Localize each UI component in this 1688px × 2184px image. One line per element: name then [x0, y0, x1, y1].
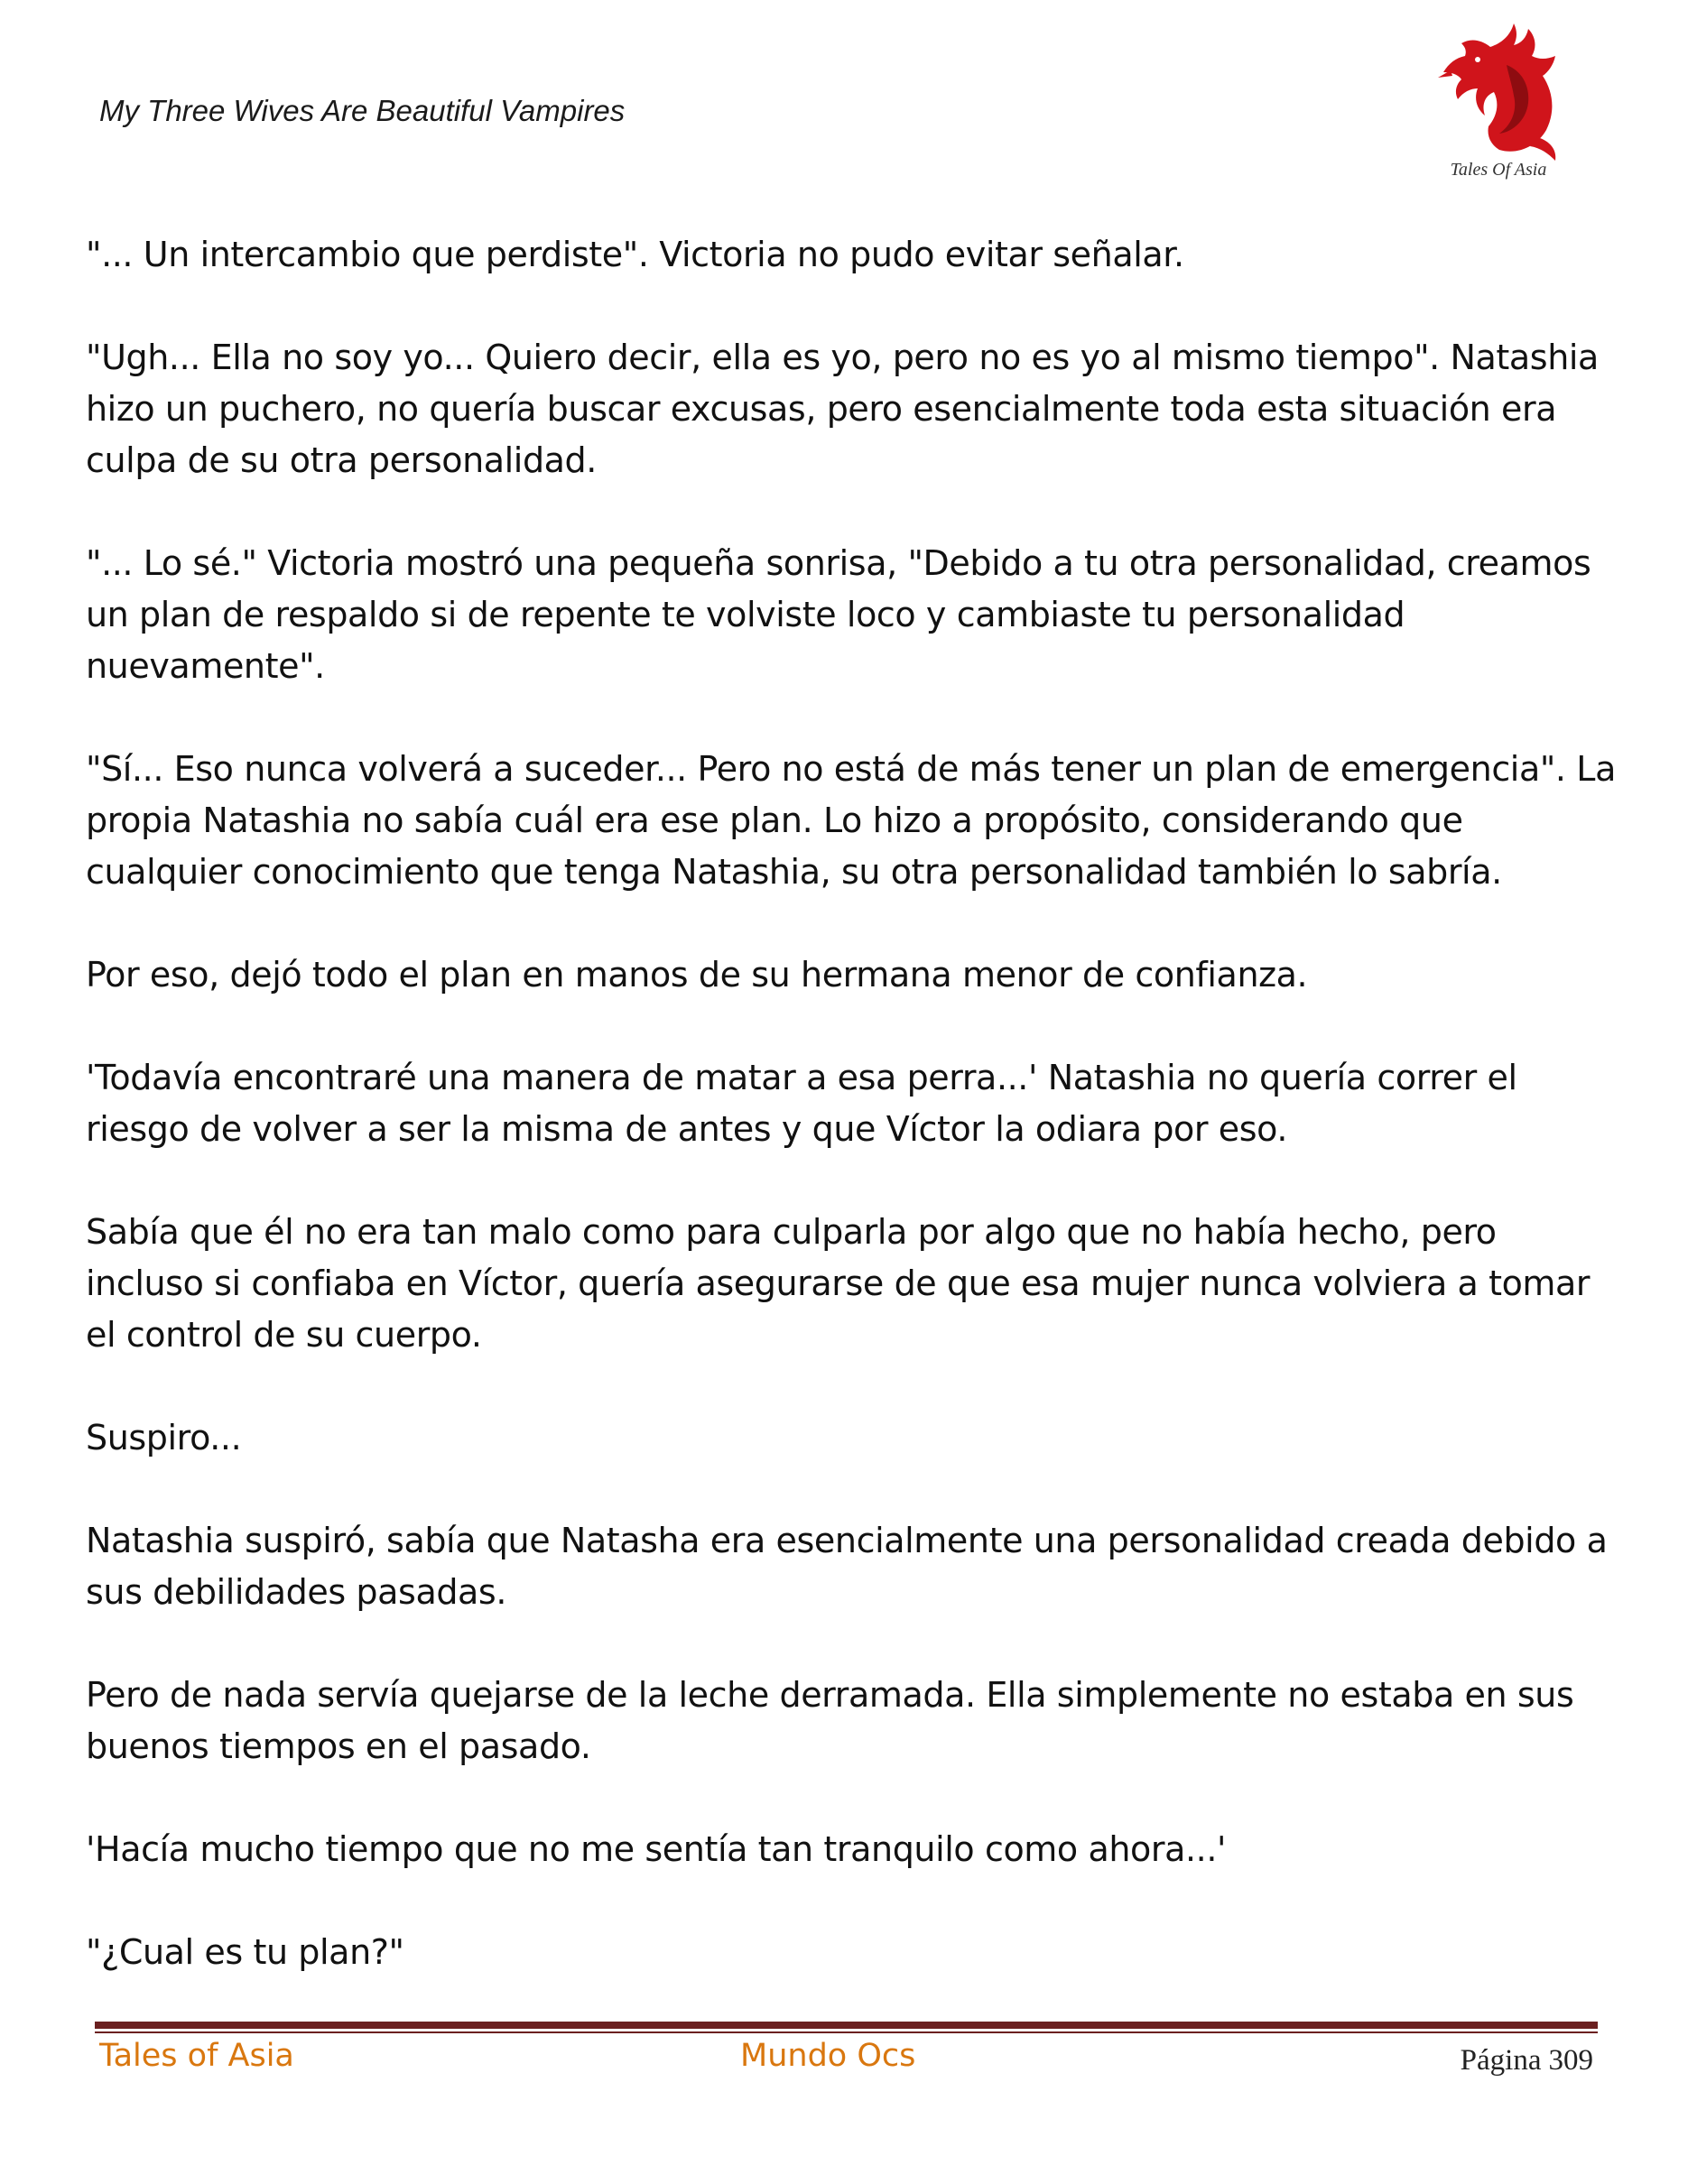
footer-site-name: Tales of Asia — [99, 2038, 294, 2074]
paragraph: Pero de nada servía quejarse de la leche derramada. Ella simplemente no estaba en sus buenos tiempos en el pasado. — [86, 1675, 1574, 1766]
paragraph: 'Todavía encontraré una manera de matar a esa perra...' Natashia no quería correr el riesgo de volver a ser la misma de antes y que Víctor la odiara por eso. — [86, 1058, 1517, 1149]
paragraph: Natashia suspiró, sabía que Natasha era esencialmente una personalidad creada debido a sus debilidades pasadas. — [86, 1521, 1608, 1612]
paragraph: Suspiro... — [86, 1418, 242, 1458]
footer-section-name: Mundo Ocs — [740, 2038, 916, 2074]
footer-divider — [95, 2022, 1598, 2035]
page-label: Página — [1460, 2044, 1542, 2077]
paragraph: Sabía que él no era tan malo como para culparla por algo que no había hecho, pero incluso si confiaba en Víctor, quería asegurarse de que esa mujer nunca volviera a tomar el control de su cuerpo. — [86, 1212, 1591, 1355]
paragraph: "Sí... Eso nunca volverá a suceder... Pero no está de más tener un plan de emergencia". La propia Natashia no sabía cuál era ese plan. Lo hizo a propósito, considerando que cualquier conocimiento que tenga Natashia, su otra personalidad también lo sabría. — [86, 749, 1616, 892]
paragraph: 'Hacía mucho tiempo que no me sentía tan tranquilo como ahora...' — [86, 1829, 1227, 1869]
page-number-value: 309 — [1548, 2044, 1593, 2077]
page-number — [1461, 2044, 1593, 2078]
paragraph: "... Un intercambio que perdiste". Victoria no pudo evitar señalar. — [86, 235, 1184, 274]
dragon-logo-icon — [1431, 20, 1566, 182]
logo-text: Tales Of Asia — [1450, 160, 1547, 180]
paragraph: "¿Cual es tu plan?" — [86, 1932, 404, 1972]
paragraph: "... Lo sé." Victoria mostró una pequeña sonrisa, "Debido a tu otra personalidad, creamos un plan de respaldo si de repente te volviste loco y cambiaste tu personalidad nuevamente". — [86, 543, 1591, 686]
document-header-title: My Three Wives Are Beautiful Vampires — [99, 94, 626, 127]
paragraph: Por eso, dejó todo el plan en manos de su hermana menor de confianza. — [86, 955, 1308, 995]
chapter-body — [86, 229, 1620, 2030]
paragraph: "Ugh... Ella no soy yo... Quiero decir, ella es yo, pero no es yo al mismo tiempo". Natashia hizo un puchero, no quería buscar excusas, pero esencialmente toda esta situación era culpa de su otra personalidad. — [86, 338, 1599, 480]
